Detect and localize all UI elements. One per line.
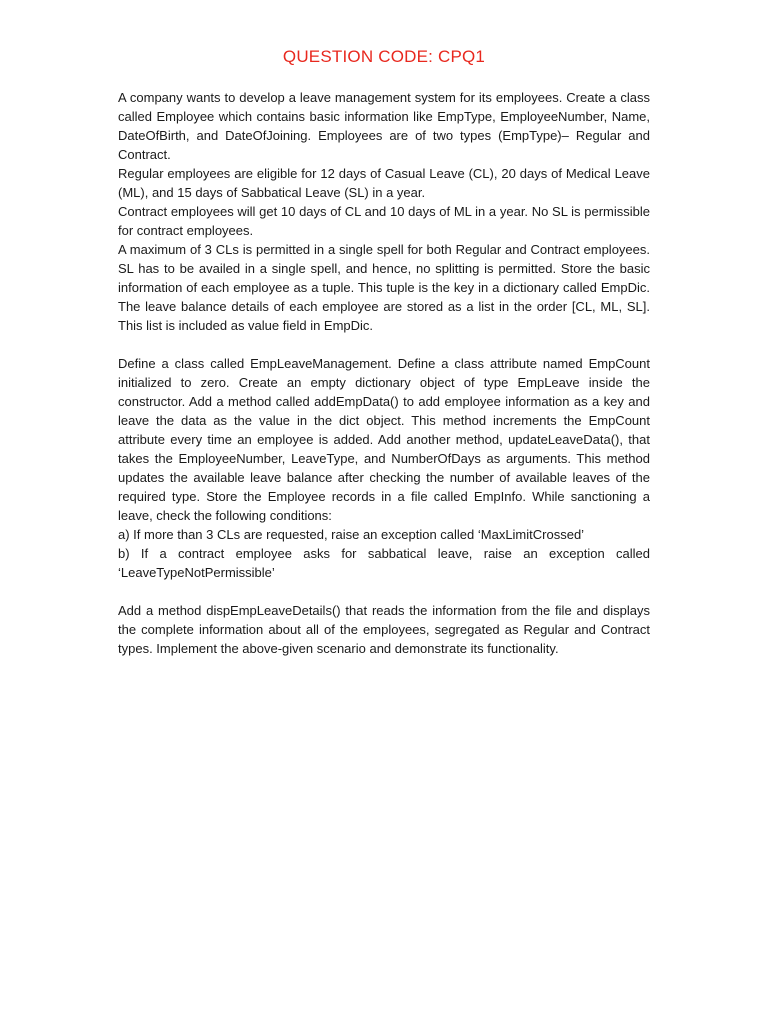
paragraph-leave-management-class: Define a class called EmpLeaveManagement. Define a class attribute named EmpCount initialized to zero. Create an empty dictionary object of type EmpLeave inside the constructor. Add a method called addEmpData() to add employee information as a key and leave the data as the value in the dict object. This method increments the EmpCount attribute every time an employee is added. Add another method, updateLeaveData(), that takes the EmployeeNumber, LeaveType, and NumberOfDays as arguments. This method updates the available leave balance after checking the number of available leaves of the required type. Store the Employee records in a file called EmpInfo. While sanctioning a leave, check the following conditions:	[118, 356, 650, 523]
question-code-title: QUESTION CODE: CPQ1	[282, 47, 486, 66]
paragraph-intro: A company wants to develop a leave management system for its employees. Create a class called Employee which contains basic information like EmpType, EmployeeNumber, Name, DateOfBirth, and DateOfJoining. Employees are of two types (EmpType)– Regular and Contract.	[118, 90, 650, 162]
paragraph-regular-leave: Regular employees are eligible for 12 days of Casual Leave (CL), 20 days of Medical Leave (ML), and 15 days of Sabbatical Leave (SL) in a year.	[118, 166, 650, 200]
paragraph-display-method: Add a method dispEmpLeaveDetails() that reads the information from the file and displays the complete information about all of the employees, segregated as Regular and Contract types. Implement the above-given scenario and demonstrate its functionality.	[118, 603, 650, 656]
paragraph-leave-rules: A maximum of 3 CLs is permitted in a single spell for both Regular and Contract employees. SL has to be availed in a single spell, and hence, no splitting is permitted. Store the basic information of each employee as a tuple. This tuple is the key in a dictionary called EmpDic. The leave balance details of each employee are stored as a list in the order [CL, ML, SL]. This list is included as value field in EmpDic.	[118, 242, 650, 333]
question-body	[118, 88, 650, 658]
paragraph-condition-a: a) If more than 3 CLs are requested, raise an exception called ‘MaxLimitCrossed’	[118, 527, 585, 542]
paragraph-contract-leave: Contract employees will get 10 days of CL and 10 days of ML in a year. No SL is permissible for contract employees.	[118, 204, 650, 238]
paragraph-condition-b: b) If a contract employee asks for sabbatical leave, raise an exception called ‘LeaveTypeNotPermissible’	[118, 546, 650, 580]
